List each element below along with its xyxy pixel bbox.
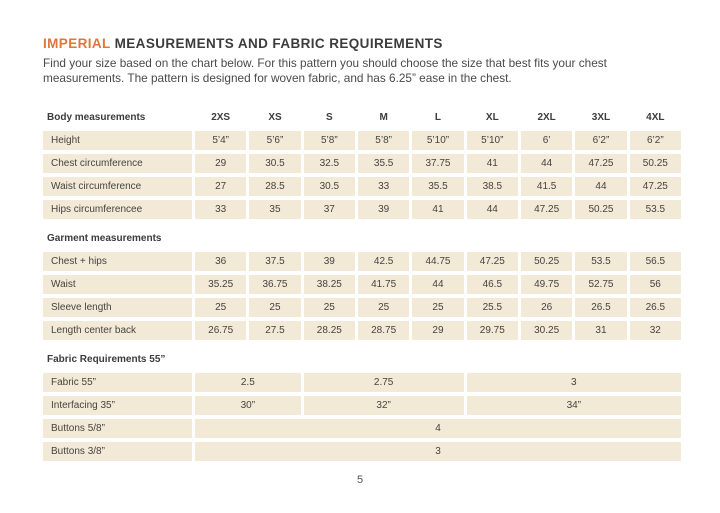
measurement-value-cell: 28.25 bbox=[304, 321, 355, 340]
measurement-value-cell: 30.5 bbox=[304, 177, 355, 196]
measurement-value-cell: 28.75 bbox=[358, 321, 409, 340]
row-label: Waist circumference bbox=[43, 177, 192, 196]
column-header-size-xs: XS bbox=[268, 112, 282, 123]
measurement-value-cell: 36 bbox=[195, 252, 246, 271]
intro-line-1: Find your size based on the chart below. For this pattern you should choose the size that best fits your chest bbox=[43, 56, 607, 70]
column-header-size-s: S bbox=[325, 112, 333, 123]
measurement-value-cell: 41 bbox=[412, 200, 463, 219]
page-title bbox=[43, 36, 682, 51]
measurement-value-cell: 44.75 bbox=[412, 252, 463, 271]
fabric-value-cell: 3 bbox=[195, 442, 681, 461]
measurement-value-cell: 53.5 bbox=[575, 252, 626, 271]
column-header-size-2xs: 2XS bbox=[211, 112, 231, 123]
measurement-value-cell: 37.5 bbox=[249, 252, 300, 271]
measurement-value-cell: 5’6” bbox=[249, 131, 300, 150]
measurement-value-cell: 25 bbox=[249, 298, 300, 317]
row-label: Height bbox=[43, 131, 192, 150]
measurement-value-cell: 32 bbox=[630, 321, 681, 340]
column-header-size-l: L bbox=[434, 112, 442, 123]
measurement-value-cell: 5’4” bbox=[195, 131, 246, 150]
measurement-value-cell: 44 bbox=[575, 177, 626, 196]
table-row-buttons-3-8 bbox=[43, 442, 681, 461]
measurement-value-cell: 52.75 bbox=[575, 275, 626, 294]
column-header-size-3xl: 3XL bbox=[591, 112, 611, 123]
fabric-value-cell: 4 bbox=[195, 419, 681, 438]
row-label: Chest + hips bbox=[43, 252, 192, 271]
table-row-interfacing-35 bbox=[43, 396, 681, 415]
measurement-value-cell: 37.75 bbox=[412, 154, 463, 173]
measurement-value-cell: 5’10” bbox=[412, 131, 463, 150]
measurement-value-cell: 25.5 bbox=[467, 298, 518, 317]
measurement-value-cell: 56.5 bbox=[630, 252, 681, 271]
row-label: Fabric 55” bbox=[43, 373, 192, 392]
measurement-value-cell: 26.75 bbox=[195, 321, 246, 340]
table-row-chest-circumference bbox=[43, 154, 681, 173]
measurement-value-cell: 6’2” bbox=[630, 131, 681, 150]
measurement-value-cell: 26.5 bbox=[575, 298, 626, 317]
measurement-value-cell: 5’8” bbox=[358, 131, 409, 150]
measurement-value-cell: 30.25 bbox=[521, 321, 572, 340]
column-header-size-2xl: 2XL bbox=[537, 112, 556, 123]
row-label: Buttons 5/8” bbox=[43, 419, 192, 438]
title-highlight: IMPERIAL bbox=[43, 36, 111, 51]
measurement-value-cell: 25 bbox=[358, 298, 409, 317]
measurement-value-cell: 27 bbox=[195, 177, 246, 196]
measurement-value-cell: 41.5 bbox=[521, 177, 572, 196]
measurement-value-cell: 29 bbox=[195, 154, 246, 173]
column-header-size-xl: XL bbox=[485, 112, 499, 123]
section-header-label: Garment measurements bbox=[43, 223, 681, 248]
section-header-label: Fabric Requirements 55” bbox=[43, 344, 681, 369]
size-chart-table bbox=[40, 104, 684, 465]
measurement-value-cell: 5’10” bbox=[467, 131, 518, 150]
row-label: Buttons 3/8” bbox=[43, 442, 192, 461]
measurement-value-cell: 30.5 bbox=[249, 154, 300, 173]
measurement-value-cell: 26 bbox=[521, 298, 572, 317]
measurement-value-cell: 38.5 bbox=[467, 177, 518, 196]
row-label: Interfacing 35” bbox=[43, 396, 192, 415]
fabric-value-cell: 30” bbox=[195, 396, 301, 415]
title-rest: MEASUREMENTS AND FABRIC REQUIREMENTS bbox=[110, 36, 443, 51]
fabric-value-cell: 32” bbox=[304, 396, 464, 415]
measurement-value-cell: 36.75 bbox=[249, 275, 300, 294]
measurement-value-cell: 35.5 bbox=[358, 154, 409, 173]
table-row-chest-plus-hips bbox=[43, 252, 681, 271]
section-header-fabric-requirements bbox=[43, 344, 681, 369]
table-row-height bbox=[43, 131, 681, 150]
measurement-value-cell: 6’ bbox=[521, 131, 572, 150]
measurement-value-cell: 32.5 bbox=[304, 154, 355, 173]
measurement-value-cell: 25 bbox=[412, 298, 463, 317]
measurement-value-cell: 56 bbox=[630, 275, 681, 294]
fabric-value-cell: 34” bbox=[467, 396, 681, 415]
column-header-size-m: M bbox=[379, 112, 388, 123]
measurement-value-cell: 35 bbox=[249, 200, 300, 219]
measurement-value-cell: 27.5 bbox=[249, 321, 300, 340]
table-row-sleeve-length bbox=[43, 298, 681, 317]
measurement-value-cell: 44 bbox=[467, 200, 518, 219]
measurement-value-cell: 33 bbox=[195, 200, 246, 219]
measurement-value-cell: 50.25 bbox=[630, 154, 681, 173]
measurement-value-cell: 42.5 bbox=[358, 252, 409, 271]
intro-paragraph bbox=[43, 56, 682, 86]
section-header-garment-measurements bbox=[43, 223, 681, 248]
measurement-value-cell: 29.75 bbox=[467, 321, 518, 340]
column-header-size-4xl: 4XL bbox=[646, 112, 665, 123]
measurement-value-cell: 44 bbox=[521, 154, 572, 173]
measurement-value-cell: 41.75 bbox=[358, 275, 409, 294]
table-row-hips-circumference bbox=[43, 200, 681, 219]
measurement-value-cell: 35.5 bbox=[412, 177, 463, 196]
measurement-value-cell: 47.25 bbox=[630, 177, 681, 196]
measurement-value-cell: 35.25 bbox=[195, 275, 246, 294]
measurement-value-cell: 53.5 bbox=[630, 200, 681, 219]
row-label: Length center back bbox=[43, 321, 192, 340]
fabric-value-cell: 2.5 bbox=[195, 373, 301, 392]
row-label: Hips circumferencee bbox=[43, 200, 192, 219]
table-header-row bbox=[43, 108, 681, 127]
measurement-value-cell: 41 bbox=[467, 154, 518, 173]
table-row-length-center-back bbox=[43, 321, 681, 340]
measurement-value-cell: 39 bbox=[304, 252, 355, 271]
measurement-value-cell: 37 bbox=[304, 200, 355, 219]
measurement-value-cell: 47.25 bbox=[521, 200, 572, 219]
measurement-value-cell: 29 bbox=[412, 321, 463, 340]
measurement-value-cell: 38.25 bbox=[304, 275, 355, 294]
row-label: Sleeve length bbox=[43, 298, 192, 317]
intro-line-2: measurements. The pattern is designed for woven fabric, and has 6.25” ease in the chest. bbox=[43, 71, 512, 85]
fabric-value-cell: 2.75 bbox=[304, 373, 464, 392]
table-row-buttons-5-8 bbox=[43, 419, 681, 438]
measurement-value-cell: 25 bbox=[195, 298, 246, 317]
table-row-fabric-55 bbox=[43, 373, 681, 392]
measurement-value-cell: 39 bbox=[358, 200, 409, 219]
measurement-value-cell: 6’2” bbox=[575, 131, 626, 150]
measurement-value-cell: 49.75 bbox=[521, 275, 572, 294]
measurement-value-cell: 44 bbox=[412, 275, 463, 294]
measurement-value-cell: 46.5 bbox=[467, 275, 518, 294]
row-label: Chest circumference bbox=[43, 154, 192, 173]
measurement-value-cell: 25 bbox=[304, 298, 355, 317]
fabric-value-cell: 3 bbox=[467, 373, 681, 392]
measurement-value-cell: 31 bbox=[575, 321, 626, 340]
measurement-value-cell: 26.5 bbox=[630, 298, 681, 317]
measurement-value-cell: 47.25 bbox=[575, 154, 626, 173]
table-row-garment-waist bbox=[43, 275, 681, 294]
column-header-body-measurements: Body measurements bbox=[47, 112, 146, 123]
row-label: Waist bbox=[43, 275, 192, 294]
page-number: 5 bbox=[356, 474, 364, 486]
measurement-value-cell: 5’8” bbox=[304, 131, 355, 150]
measurement-value-cell: 47.25 bbox=[467, 252, 518, 271]
measurement-value-cell: 33 bbox=[358, 177, 409, 196]
measurement-value-cell: 50.25 bbox=[521, 252, 572, 271]
measurement-value-cell: 50.25 bbox=[575, 200, 626, 219]
measurement-value-cell: 28.5 bbox=[249, 177, 300, 196]
table-row-waist-circumference bbox=[43, 177, 681, 196]
